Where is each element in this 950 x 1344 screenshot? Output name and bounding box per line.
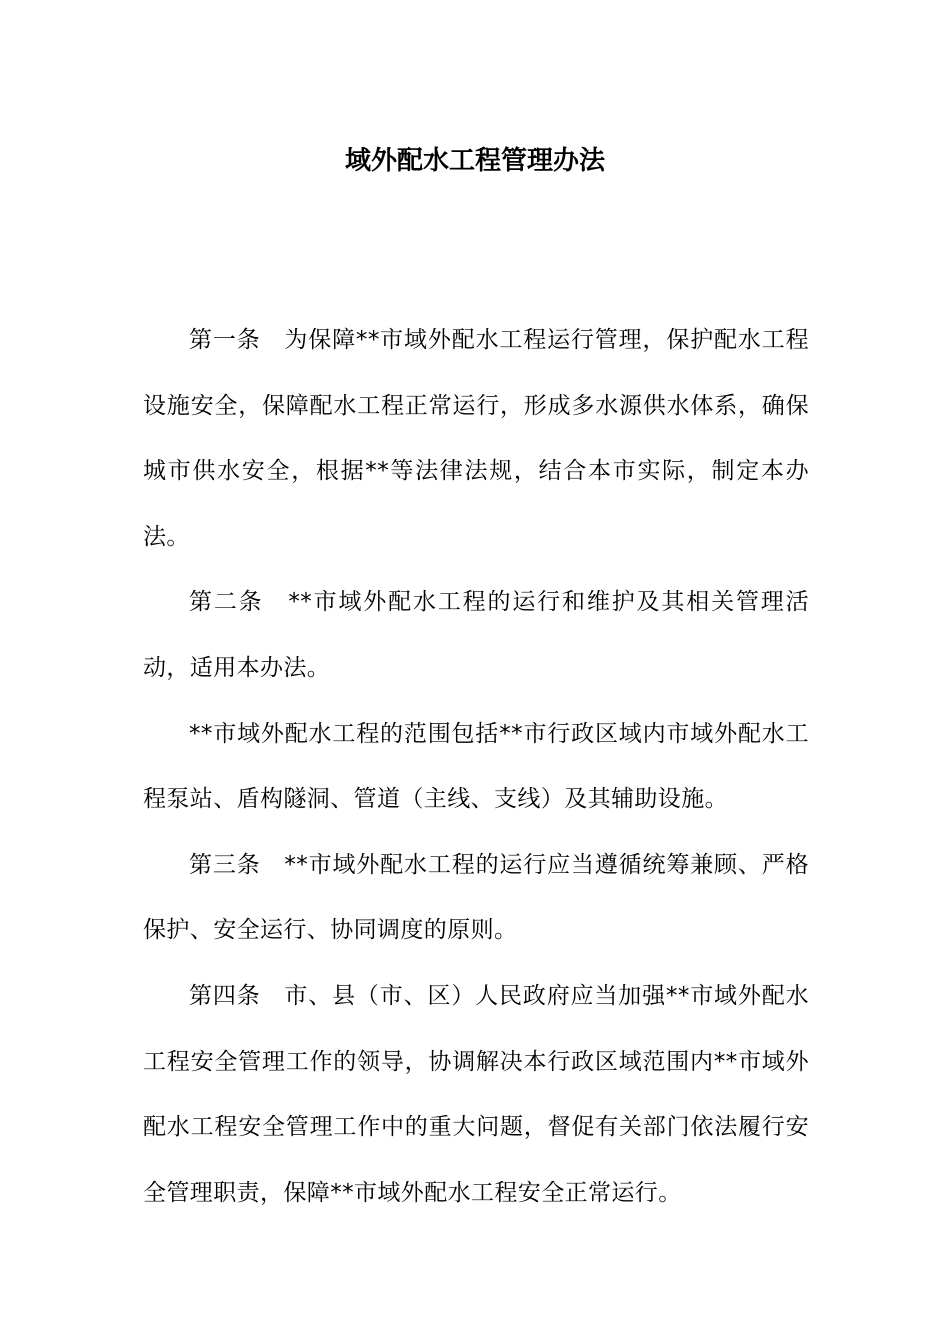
- document-body: [143, 308, 809, 1226]
- paragraph-article-2-scope: **市域外配水工程的范围包括**市行政区域内市域外配水工程泵站、盾构隧洞、管道（主线、支线）及其辅助设施。: [143, 720, 809, 813]
- document-title: 域外配水工程管理办法: [344, 146, 605, 176]
- paragraph-article-2: 第二条 **市域外配水工程的运行和维护及其相关管理活动，适用本办法。: [143, 589, 809, 681]
- paragraph-article-1: 第一条 为保障**市域外配水工程运行管理，保护配水工程设施安全，保障配水工程正常运行，形成多水源供水体系，确保城市供水安全，根据**等法律法规，结合本市实际，制定本办法。: [143, 327, 809, 550]
- paragraph-article-3: 第三条 **市域外配水工程的运行应当遵循统筹兼顾、严格保护、安全运行、协同调度的原则。: [143, 851, 809, 944]
- paragraph-article-4: 第四条 市、县（市、区）人民政府应当加强**市域外配水工程安全管理工作的领导，协调解决本行政区域范围内**市域外配水工程安全管理工作中的重大问题，督促有关部门依法履行安全管理职责，保障**市域外配水工程安全正常运行。: [143, 982, 809, 1206]
